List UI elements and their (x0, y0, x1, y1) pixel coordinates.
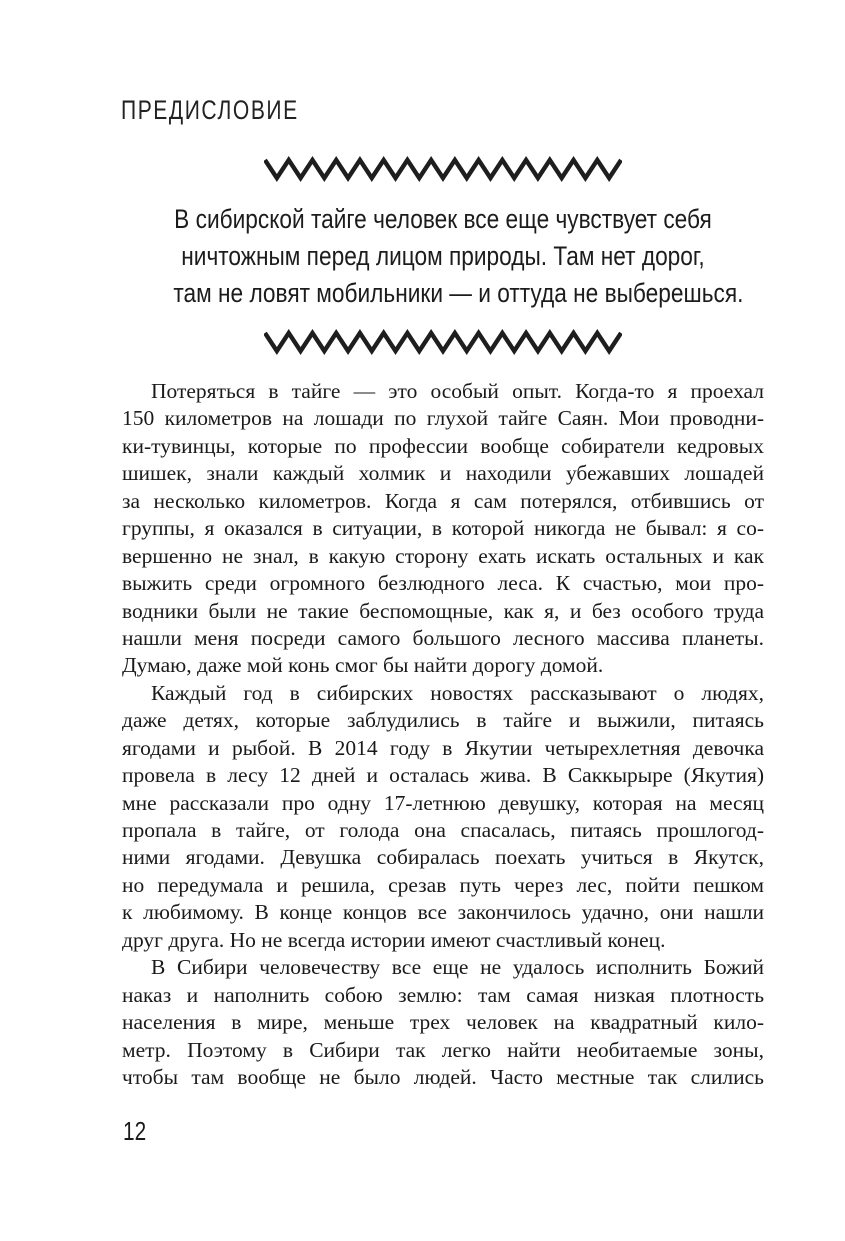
text-line: даже детях, которые заблудились в тайге и выжили, питаясь (122, 708, 764, 733)
text-line: ягодами и рыбой. В 2014 году в Якутии четырехлетняя девочка (122, 735, 764, 760)
text-line: шишек, знали каждый холмик и находили убежавших лошадей (122, 461, 764, 486)
chapter-header: ПРЕДИСЛОВИЕ (121, 95, 299, 125)
text-line: но передумала и решила, срезав путь через лес, пойти пешком (122, 872, 764, 897)
text-line: группы, я оказался в ситуации, в которой никогда не бывал: я со- (122, 516, 764, 541)
text-line: за несколько километров. Когда я сам потерялся, отбившись от (122, 488, 764, 513)
text-line: нашли меня посреди самого большого лесного массива планеты. (122, 625, 764, 650)
text-line: метр. Поэтому в Сибири так легко найти необитаемые зоны, (122, 1037, 764, 1062)
epigraph-line: там не ловят мобильники — и оттуда не выберешься. (173, 278, 744, 308)
paragraph (122, 954, 764, 1091)
epigraph (173, 201, 744, 312)
text-line: мне рассказали про одну 17-летнюю девушку, которая на месяц (122, 790, 764, 815)
paragraph (122, 680, 764, 954)
text-line: чтобы там вообще не было людей. Часто местные так слились (122, 1064, 764, 1089)
text-line: друг друга. Но не всегда истории имеют счастливый конец. (122, 927, 666, 952)
text-line: к любимому. В конце концов все закончилось удачно, они нашли (122, 900, 764, 925)
text-line: Потеряться в тайге — это особый опыт. Когда-то я проехал (151, 379, 764, 403)
text-line: вершенно не знал, в какую сторону ехать искать остальных и как (122, 543, 764, 568)
text-line: пропала в тайге, от голода она спасалась, питаясь прошлогод- (122, 818, 764, 842)
text-line: В Сибири человечеству все еще не удалось исполнить Божий (151, 955, 764, 980)
text-line: 150 километров на лошади по глухой тайге Саян. Мои проводни- (122, 406, 764, 431)
zigzag-divider-bottom-icon (264, 329, 622, 355)
zigzag-divider-top-icon (264, 156, 622, 182)
body-text (122, 378, 764, 1091)
text-line: Каждый год в сибирских новостях рассказывают о людях, (151, 680, 764, 705)
text-line: провела в лесу 12 дней и осталась жива. В Саккырыре (Якутия) (122, 763, 764, 788)
epigraph-line: ничтожным перед лицом природы. Там нет дорог, (181, 241, 705, 271)
text-line: населения в мире, меньше трех человек на квадратный кило- (122, 1010, 764, 1035)
text-line: выжить среди огромного безлюдного леса. К счастью, мои про- (122, 571, 764, 596)
text-line: водники были не такие беспомощные, как я, и без особого труда (122, 598, 764, 623)
text-line: Думаю, даже мой конь смог бы найти дорогу домой. (122, 653, 604, 678)
text-line: ними ягодами. Девушка собиралась поехать учиться в Якутск, (122, 845, 764, 870)
epigraph-line: В сибирской тайге человек все еще чувствует себя (174, 204, 712, 234)
paragraph (122, 378, 764, 680)
page-number: 12 (123, 1116, 147, 1146)
text-line: наказ и наполнить собою землю: там самая низкая плотность (122, 982, 764, 1007)
text-line: ки-тувинцы, которые по профессии вообще собиратели кедровых (122, 433, 764, 458)
